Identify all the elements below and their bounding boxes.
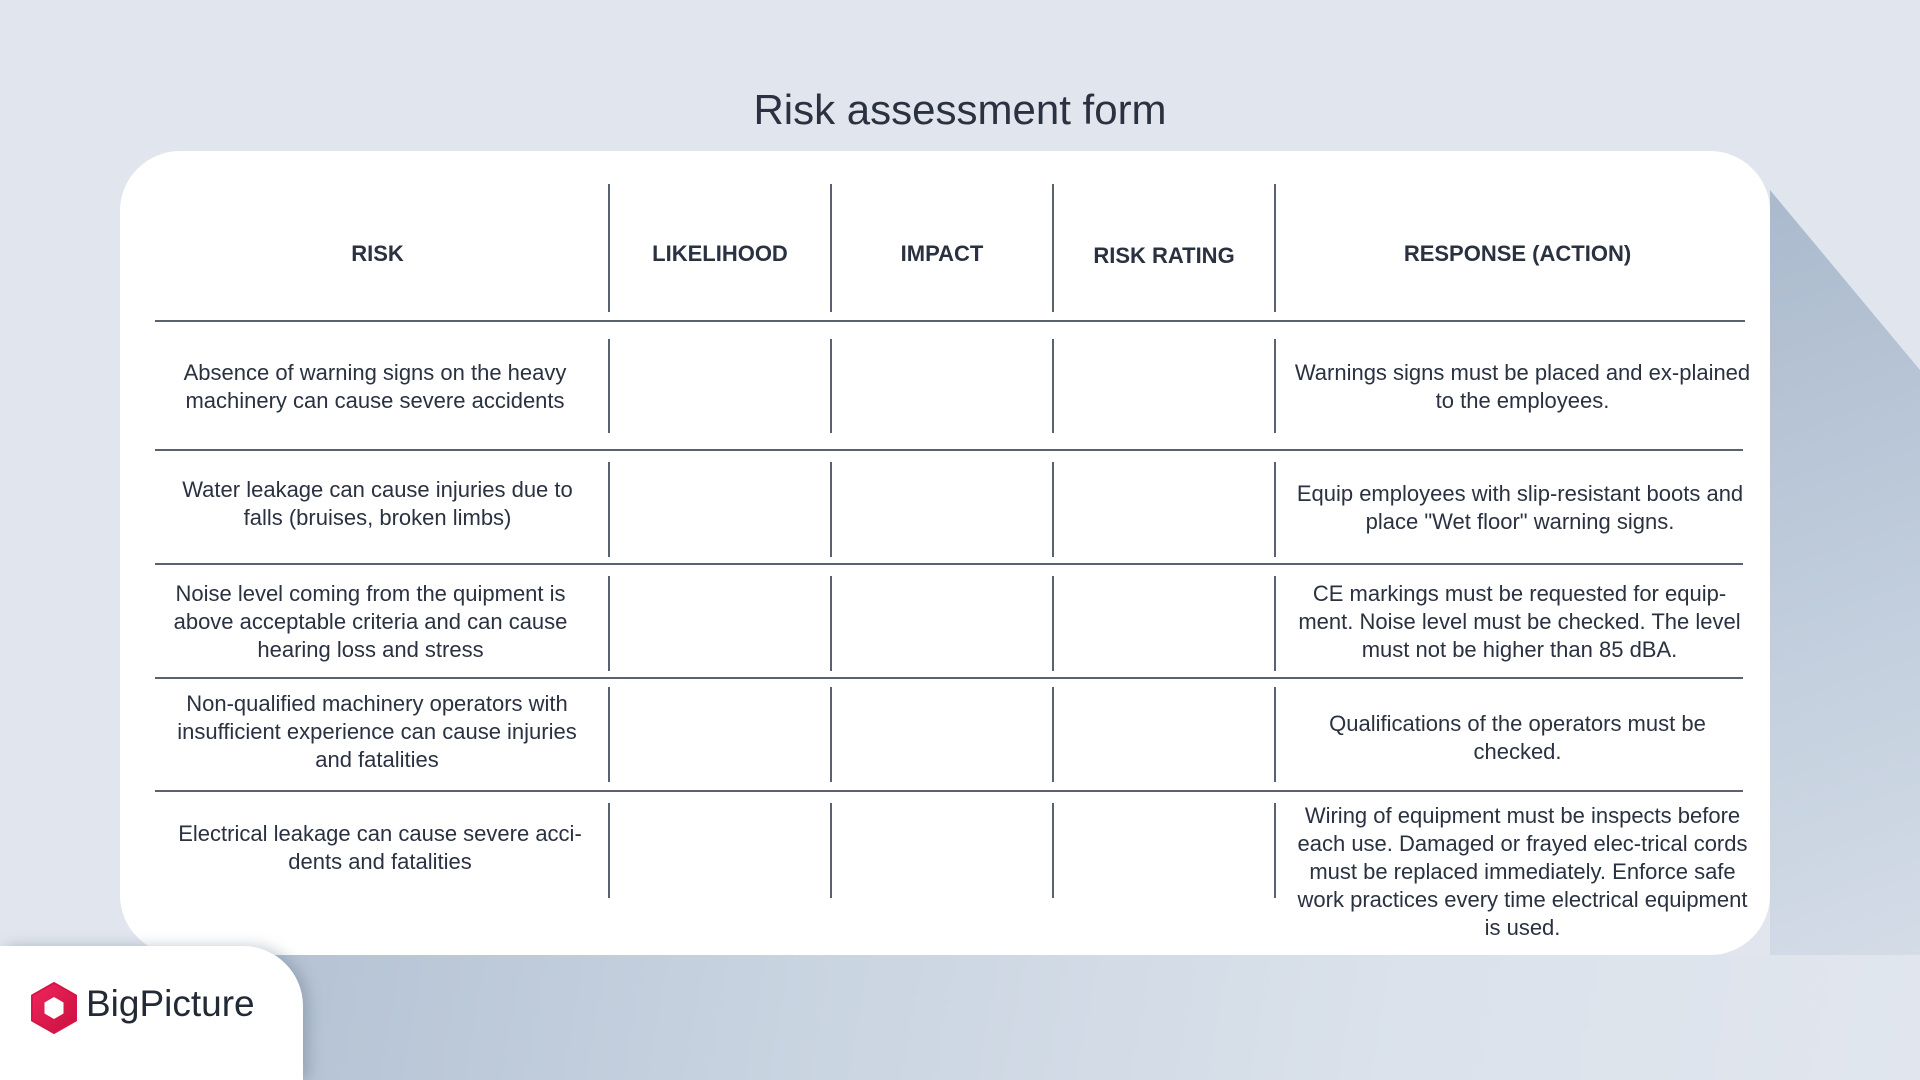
column-divider (1274, 576, 1276, 671)
column-divider (1274, 339, 1276, 433)
column-divider (608, 184, 610, 312)
column-divider (1052, 184, 1054, 312)
brand-name: BigPicture (86, 983, 255, 1024)
header-divider (155, 320, 1745, 322)
header-impact: IMPACT (900, 241, 984, 266)
column-divider (608, 803, 610, 898)
column-divider (830, 462, 832, 557)
response-cell: Wiring of equipment must be inspects before each use. Damaged or frayed elec-trical cords must be replaced immediately. Enforce safe work practices every time electrical equipment is used. (1297, 803, 1748, 940)
page-title: Risk assessment form (753, 86, 1167, 134)
column-divider (830, 687, 832, 782)
row-divider (155, 677, 1743, 679)
column-divider (1052, 462, 1054, 557)
header-risk-rating: RISK RATING (1093, 243, 1235, 268)
column-divider (830, 184, 832, 312)
header-likelihood: LIKELIHOOD (652, 241, 788, 266)
column-divider (830, 803, 832, 898)
response-cell: Equip employees with slip-resistant boots and place "Wet floor" warning signs. (1296, 481, 1744, 534)
row-divider (155, 790, 1743, 792)
risk-cell: Electrical leakage can cause severe acci-dents and fatalities (178, 821, 582, 874)
response-cell: Warnings signs must be placed and ex-plained to the employees. (1294, 360, 1751, 413)
header-risk: RISK (351, 241, 404, 266)
column-divider (1274, 184, 1276, 312)
risk-cell: Absence of warning signs on the heavy machinery can cause severe accidents (183, 360, 567, 413)
column-divider (608, 339, 610, 433)
row-divider (155, 449, 1743, 451)
column-divider (1274, 803, 1276, 898)
column-divider (1052, 339, 1054, 433)
column-divider (830, 576, 832, 671)
response-cell: Qualifications of the operators must be checked. (1329, 711, 1706, 764)
column-divider (1274, 462, 1276, 557)
hexagon-logo-icon (30, 982, 78, 1034)
column-divider (608, 687, 610, 782)
response-cell: CE markings must be requested for equip-ment. Noise level must be checked. The level must not be higher than 85 dBA. (1298, 581, 1741, 662)
column-divider (1052, 803, 1054, 898)
column-divider (1052, 687, 1054, 782)
column-divider (608, 462, 610, 557)
risk-cell: Water leakage can cause injuries due to falls (bruises, broken limbs) (182, 477, 573, 530)
row-divider (155, 563, 1743, 565)
column-divider (1052, 576, 1054, 671)
risk-cell: Non-qualified machinery operators with insufficient experience can cause injuries and fatalities (177, 691, 577, 772)
column-divider (608, 576, 610, 671)
column-divider (1274, 687, 1276, 782)
decorative-shadow-bottom (200, 955, 1920, 1080)
header-response: RESPONSE (ACTION) (1403, 241, 1632, 266)
risk-cell: Noise level coming from the quipment is above acceptable criteria and can cause hearing loss and stress (173, 581, 568, 662)
column-divider (830, 339, 832, 433)
